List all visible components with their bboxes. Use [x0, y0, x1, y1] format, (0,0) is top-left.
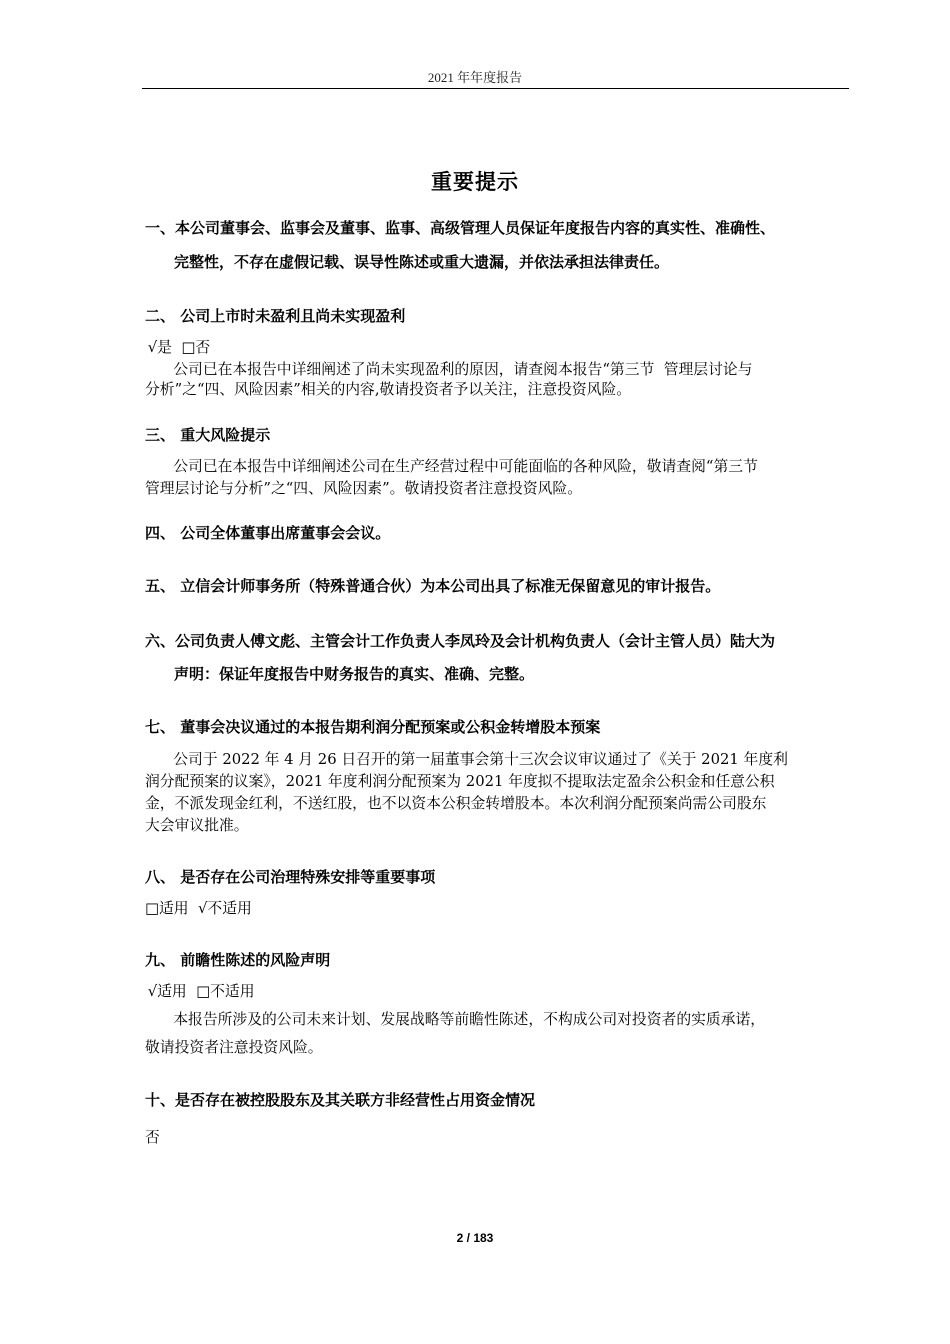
section-2-heading: 二、 公司上市时未盈利且尚未实现盈利: [145, 307, 406, 325]
section-10-answer: 否: [145, 1129, 160, 1146]
section-7-body-line-1: 公司于 2022 年 4 月 26 日召开的第一届董事会第十三次会议审议通过了《关于 2021 年度利: [145, 751, 788, 768]
running-header: 2021 年年度报告: [427, 70, 523, 85]
section-6-line-2: 声明：保证年度报告中财务报告的真实、准确、完整。: [174, 665, 535, 683]
page-title: 重要提示: [431, 170, 519, 194]
section-3-heading: 三、 重大风险提示: [145, 426, 271, 444]
section-7-body-line-4: 大会审议批准。: [145, 817, 249, 834]
section-1-line-1: 一、本公司董事会、监事会及董事、监事、高级管理人员保证年度报告内容的真实性、准确性、: [145, 219, 776, 237]
section-2-body-line-2: 分析”之“四、风险因素”相关的内容,敬请投资者予以关注，注意投资风险。: [145, 381, 632, 398]
section-9-heading: 九、 前瞻性陈述的风险声明: [145, 951, 331, 969]
section-9-body-line-1: 本报告所涉及的公司未来计划、发展战略等前瞻性陈述，不构成公司对投资者的实质承诺，: [145, 1011, 766, 1028]
section-8-checkbox-line: □适用 √不适用: [145, 900, 252, 917]
section-9-checkbox-line: √适用 □不适用: [143, 983, 255, 1000]
header-divider: [142, 88, 849, 89]
section-9-body-line-2: 敬请投资者注意投资风险。: [145, 1039, 323, 1056]
section-3-body-line-1: 公司已在本报告中详细阐述公司在生产经营过程中可能面临的各种风险，敬请查阅“第三节: [145, 458, 758, 475]
page-number: 2 / 183: [456, 1231, 494, 1245]
section-2-body-line-1: 公司已在本报告中详细阐述了尚未实现盈利的原因，请查阅本报告“第三节 管理层讨论与: [145, 361, 753, 378]
section-5-heading: 五、 立信会计师事务所（特殊普通合伙）为本公司出具了标准无保留意见的审计报告。: [145, 577, 721, 595]
section-8-heading: 八、 是否存在公司治理特殊安排等重要事项: [145, 868, 436, 886]
section-10-heading: 十、是否存在被控股股东及其关联方非经营性占用资金情况: [145, 1091, 536, 1109]
section-3-body-line-2: 管理层讨论与分析”之“四、风险因素”。敬请投资者注意投资风险。: [145, 480, 583, 497]
section-2-checkbox-line: √是 □否: [143, 339, 211, 356]
section-7-heading: 七、 董事会决议通过的本报告期利润分配预案或公积金转增股本预案: [145, 718, 601, 736]
section-7-body-line-2: 润分配预案的议案》，2021 年度利润分配预案为 2021 年度拟不提取法定盈余公积金和任意公积: [145, 773, 775, 790]
section-4-heading: 四、 公司全体董事出席董事会会议。: [145, 524, 391, 542]
section-7-body-line-3: 金，不派发现金红利，不送红股，也不以资本公积金转增股本。本次利润分配预案尚需公司股东: [145, 795, 767, 812]
section-1-line-2: 完整性，不存在虚假记载、误导性陈述或重大遗漏，并依法承担法律责任。: [174, 253, 670, 271]
section-6-line-1: 六、公司负责人傅文彪、主管会计工作负责人李凤玲及会计机构负责人（会计主管人员）陆大为: [145, 632, 776, 650]
